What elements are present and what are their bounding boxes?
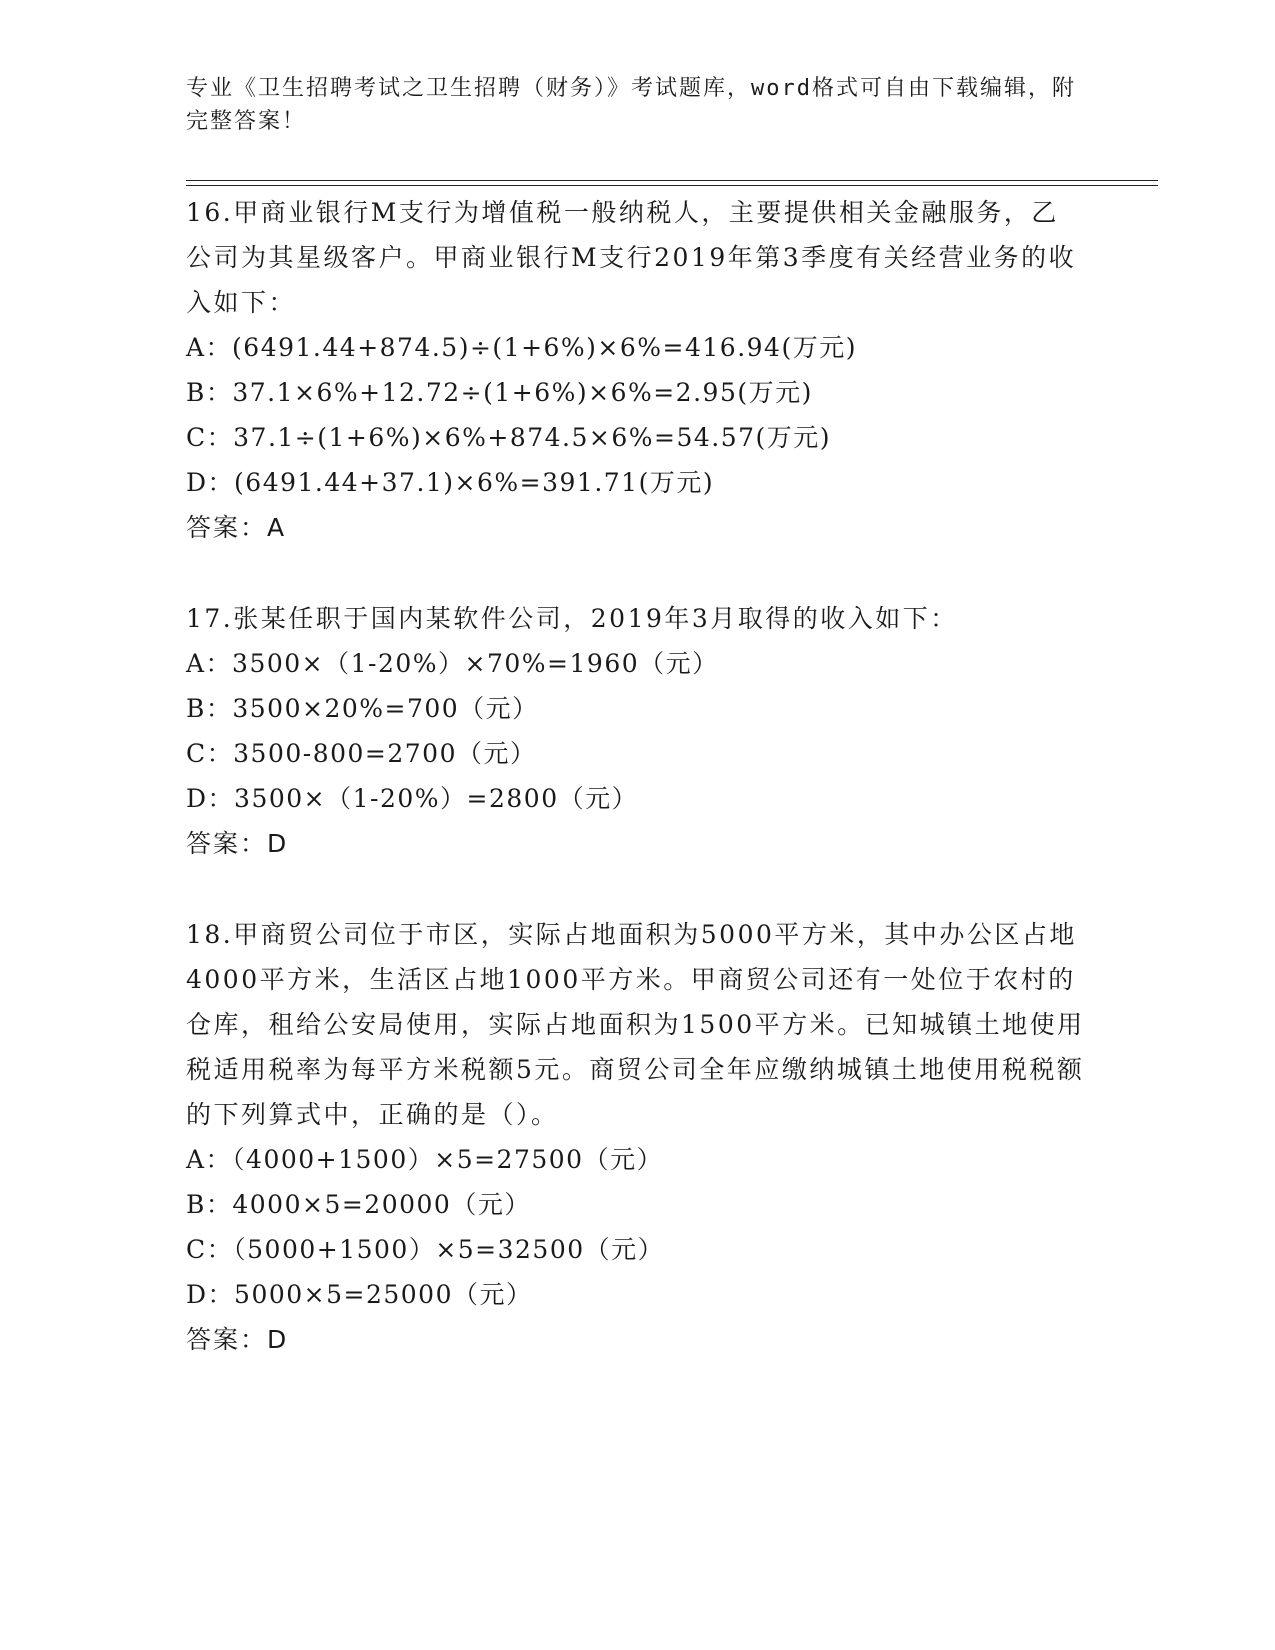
question-text: 18.甲商贸公司位于市区，实际占地面积为5000平方米，其中办公区占地4000平方米，生活区占地1000平方米。甲商贸公司还有一处位于农村的仓库，租给公安局使用，实际占地面积为1500平方米。已知城镇土地使用税适用税率为每平方米税额5元。商贸公司全年应缴纳城镇土地使用税税额的下列算式中，正确的是（）。 <box>186 920 1085 1129</box>
option-c: C：3500-800=2700（元） <box>186 739 537 768</box>
option-a: A：3500×（1-20%）×70%=1960（元） <box>186 649 719 678</box>
question-text: 16.甲商业银行M支行为增值税一般纳税人，主要提供相关金融服务，乙公司为其星级客户。甲商业银行M支行2019年第3季度有关经营业务的收入如下： <box>186 198 1077 317</box>
option-d: D：3500×（1-20%）=2800（元） <box>186 784 639 813</box>
option-a: A：(6491.44+874.5)÷(1+6%)×6%=416.94(万元) <box>186 333 857 362</box>
option-a: A：（4000+1500）×5=27500（元） <box>186 1145 664 1174</box>
question-list <box>186 190 1086 1408</box>
answer: 答案：A <box>186 513 287 542</box>
option-d: D：5000×5=25000（元） <box>186 1280 533 1309</box>
header-text: 专业《卫生招聘考试之卫生招聘（财务）》考试题库，word格式可自由下载编辑，附完整答案！ <box>186 76 1076 134</box>
answer: 答案：D <box>186 1325 289 1354</box>
answer: 答案：D <box>186 829 289 858</box>
document-header <box>186 72 1086 138</box>
option-c: C：37.1÷(1+6%)×6%+874.5×6%=54.57(万元) <box>186 423 832 452</box>
question-text: 17.张某任职于国内某软件公司，2019年3月取得的收入如下： <box>186 604 958 633</box>
question-17 <box>186 596 1086 866</box>
option-b: B：37.1×6%+12.72÷(1+6%)×6%=2.95(万元) <box>186 378 813 407</box>
question-18 <box>186 912 1086 1362</box>
option-b: B：3500×20%=700（元） <box>186 694 539 723</box>
option-c: C：（5000+1500）×5=32500（元） <box>186 1235 665 1264</box>
header-divider-bottom <box>186 185 1158 186</box>
header-divider-top <box>186 180 1158 181</box>
option-b: B：4000×5=20000（元） <box>186 1190 531 1219</box>
question-16 <box>186 190 1086 550</box>
option-d: D：(6491.44+37.1)×6%=391.71(万元) <box>186 468 715 497</box>
